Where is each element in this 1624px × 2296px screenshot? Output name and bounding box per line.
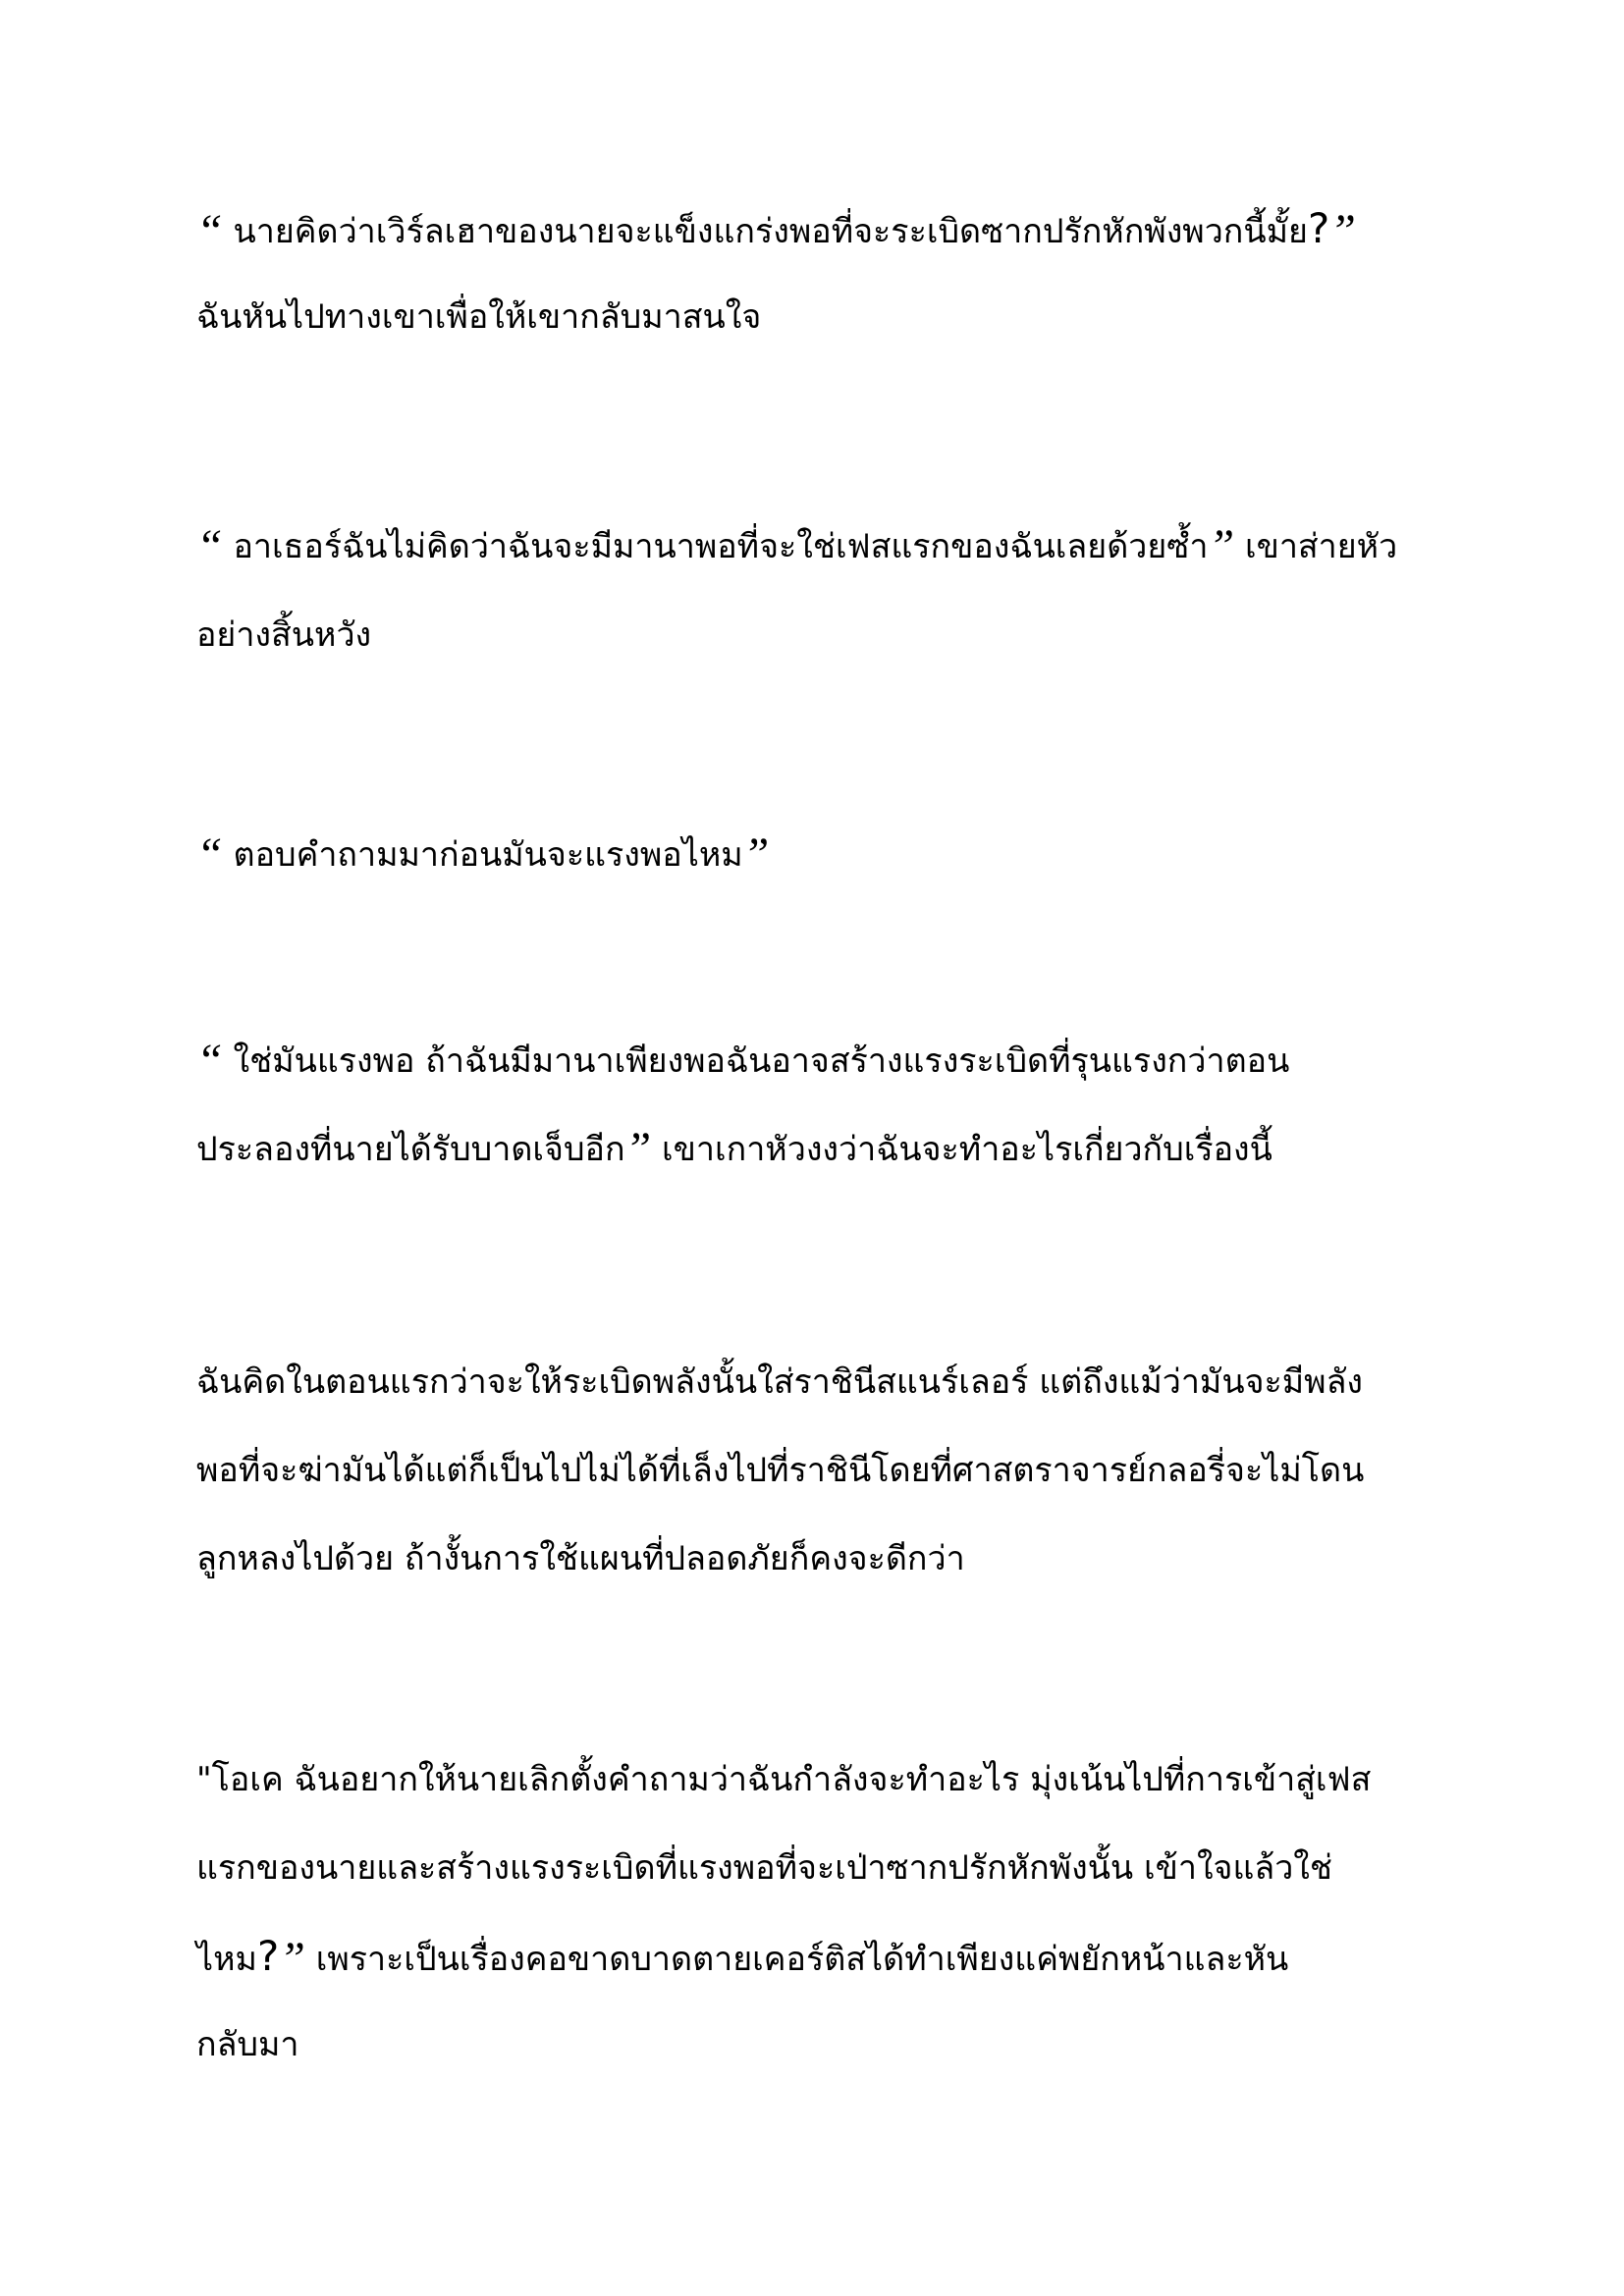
text-line: "โอเค ฉันอยากให้นายเลิกตั้งคำถามว่าฉันกำลังจะทำอะไร มุ่งเน้นไปที่การเข้าสู่เฟส [196,1760,1372,1799]
close-quote: ” [742,828,770,881]
question-mark: ? [1307,204,1330,252]
line-tail: เพราะเป็นเรื่องคอขาดบาดตายเคอร์ติสได้ทำเพียงแค่พยักหน้าและหัน [304,1940,1289,1979]
line-tail: เขาเกาหัวงงว่าฉันจะทำอะไรเกี่ยวกับเรื่องนี้ [651,1130,1272,1169]
paragraph-6 [196,1735,1453,2089]
question-mark: ? [256,1932,280,1980]
text-line [196,503,1453,591]
open-quote: “ [196,520,223,572]
close-quote: ” [1329,205,1356,257]
close-quote: ” [279,1933,305,1985]
text-line: ฉันหันไปทางเขาเพื่อให้เขากลับมาสนใจ [196,297,762,337]
text-line: ลูกหลงไปด้วย ถ้างั้นการใช้แผนที่ปลอดภัยก็คงจะดีกว่า [196,1539,965,1578]
text-line: พอที่จะฆ่ามันได้แต่ก็เป็นไปไม่ได้ที่เล็งไปที่ราชินีโดยที่ศาสตราจารย์กลอรี่จะไม่โดน [196,1451,1365,1490]
text-line: ฉันคิดในตอนแรกว่าจะให้ระเบิดพลังนั้นใส่ราชินีสแนร์เลอร์ แต่ถึงแม้ว่ามันจะมีพลัง [196,1362,1364,1402]
text-line [196,811,1453,899]
paragraph-4 [196,1017,1453,1194]
open-quote: “ [196,1035,223,1087]
text-line [196,1912,1453,2001]
line-text: ใช่มันแรงพอ ถ้าฉันมีมานาเพียงพอฉันอาจสร้างแรงระเบิดที่รุนแรงกว่าตอน [222,1041,1290,1081]
paragraph-1 [196,185,1453,361]
text-line: กลับมา [196,2025,299,2064]
line-text: อาเธอร์ฉันไม่คิดว่าฉันจะมีมานาพอที่จะใช่เฟสแรกของฉันเลยด้วยซ้ำ [222,527,1209,566]
close-quote: ” [1208,520,1235,572]
line-text: ไหม [196,1940,257,1979]
text-line [196,1017,1453,1105]
line-tail: เขาส่ายหัว [1234,527,1398,566]
line-text: นายคิดว่าเวิร์ลเฮาของนายจะแข็งแกร่งพอที่จะระเบิดซากปรักหักพังพวกนี้มั้ย [222,212,1308,251]
line-text: ประลองที่นายได้รับบาดเจ็บอีก [196,1130,625,1169]
text-line [196,1105,1453,1194]
text-line: แรกของนายและสร้างแรงระเบิดที่แรงพอที่จะเป่าซากปรักหักพังนั้น เข้าใจแล้วใช่ [196,1848,1332,1888]
open-quote: “ [196,828,223,881]
line-text: ตอบคำถามมาก่อนมันจะแรงพอไหม [222,835,743,875]
paragraph-5 [196,1338,1453,1603]
paragraph-3 [196,811,1453,899]
open-quote: “ [196,205,223,257]
text-line: อย่างสิ้นหวัง [196,615,372,655]
paragraph-2 [196,503,1453,679]
text-line [196,185,1453,273]
close-quote: ” [624,1123,652,1175]
